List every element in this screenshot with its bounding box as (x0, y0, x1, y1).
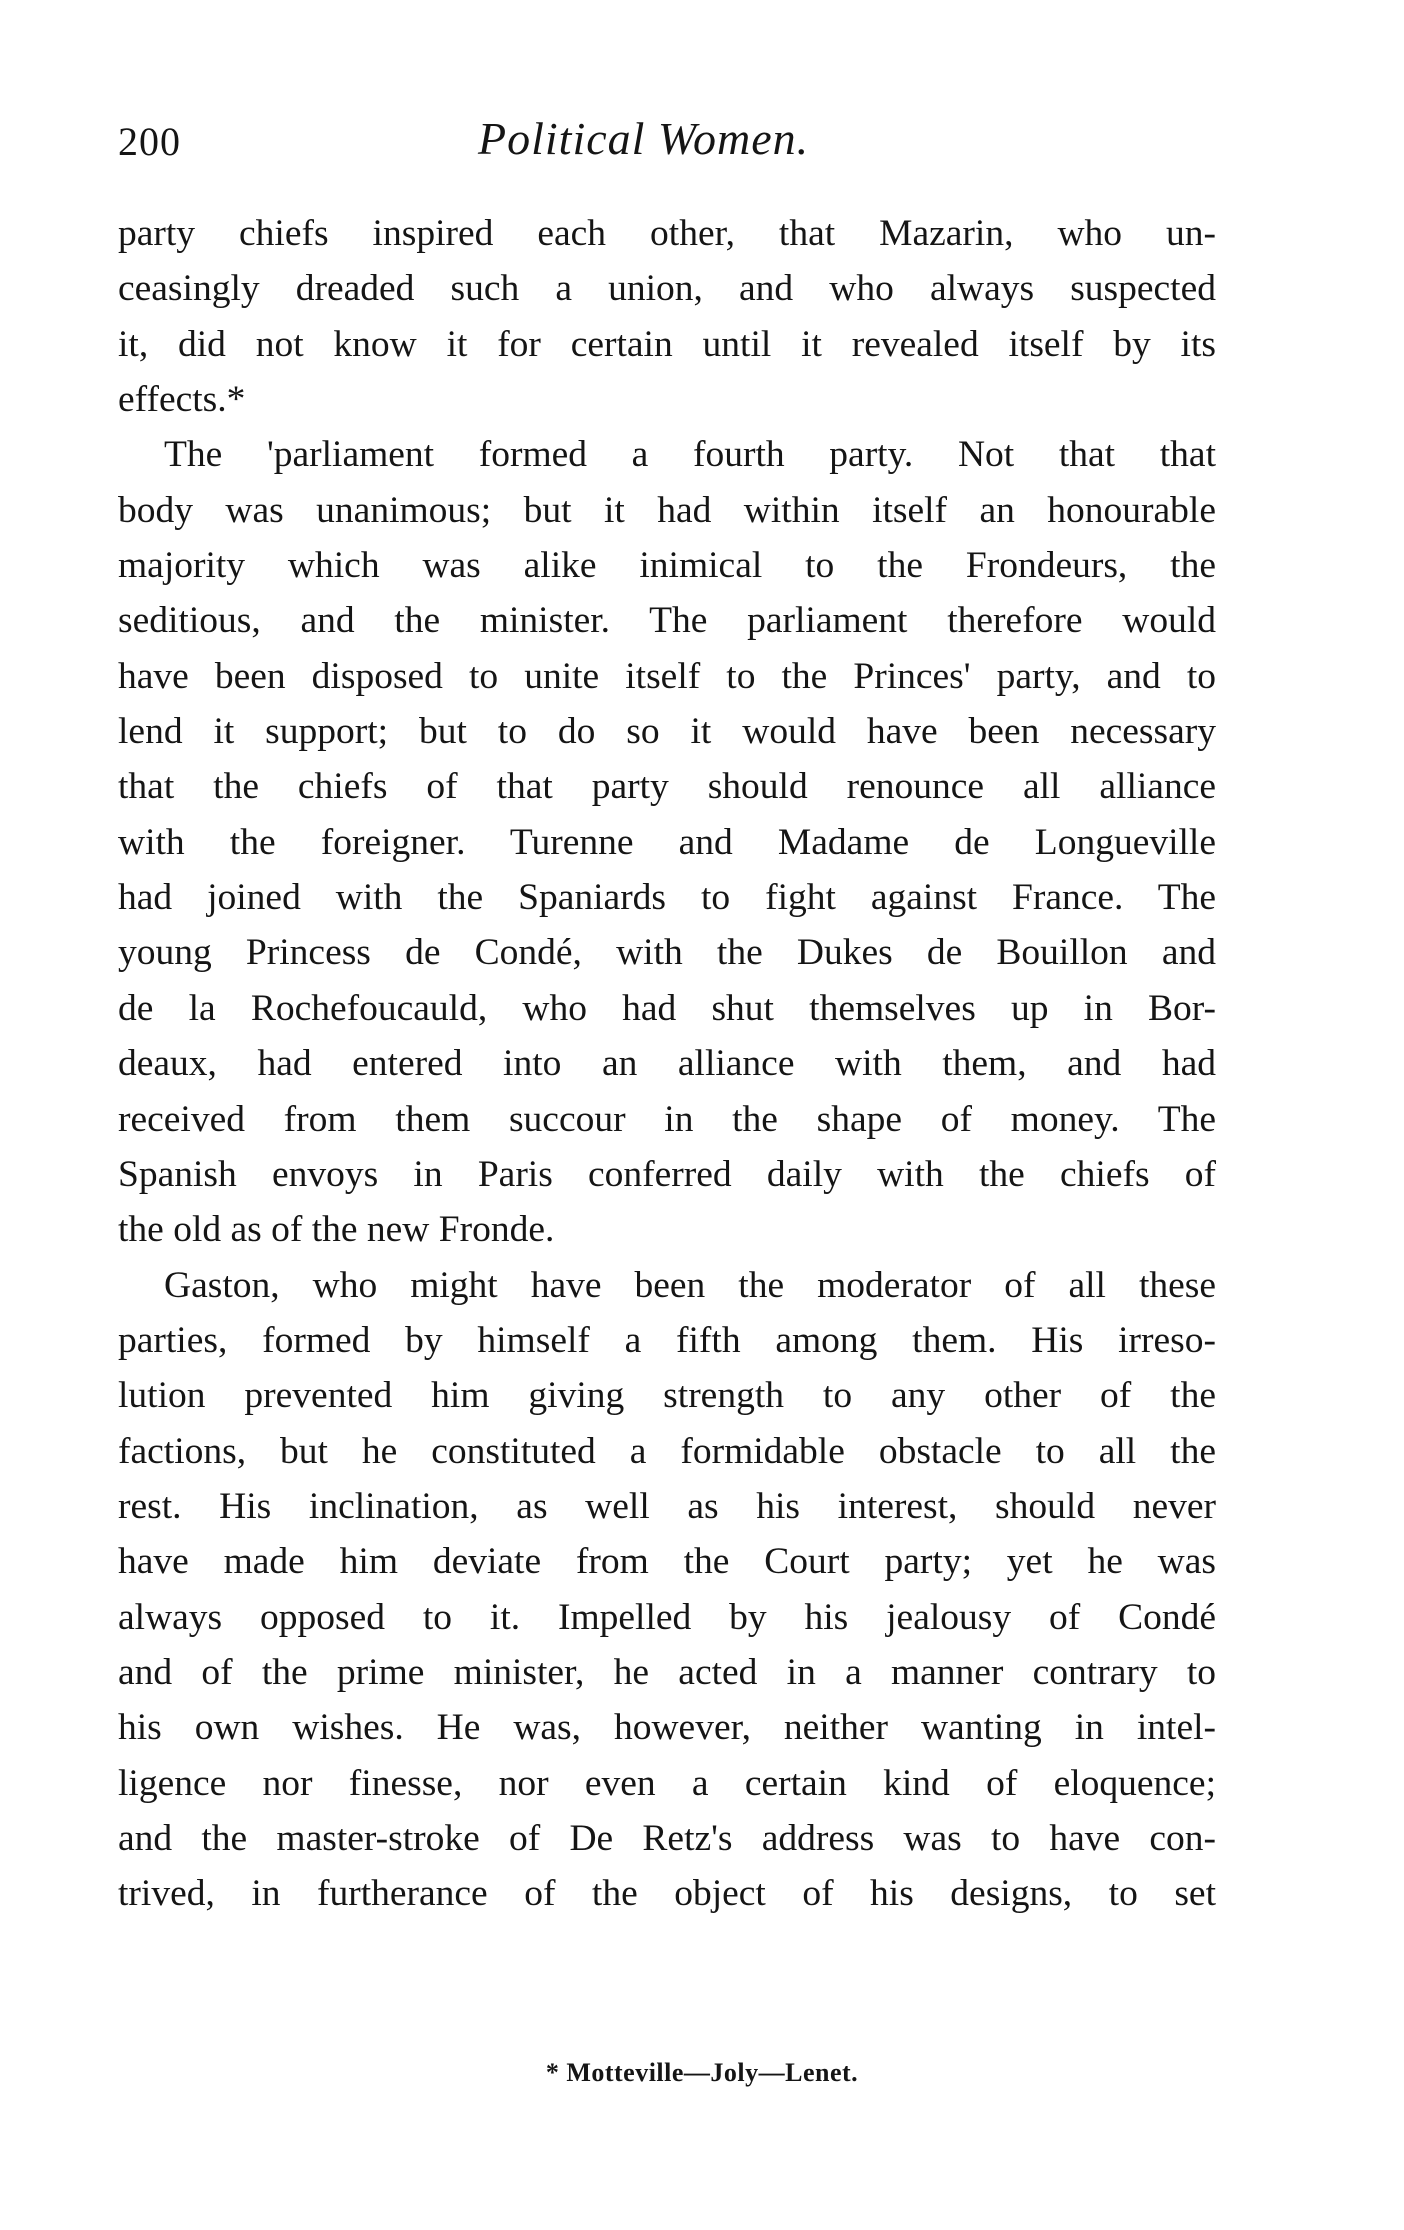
text-line: trived, in furtherance of the object of his designs, to set (118, 1873, 1216, 1915)
text-line: parties, formed by himself a fifth among them. His irreso- (118, 1319, 1216, 1361)
page-number: 200 (118, 119, 181, 164)
text-line: the old as of the new Fronde. (118, 1209, 555, 1251)
text-line: party chiefs inspired each other, that Mazarin, who un- (118, 213, 1216, 254)
text-line: rest. His inclination, as well as his interest, should never (118, 1485, 1216, 1527)
text-line: lution prevented him giving strength to any other of the (118, 1375, 1216, 1417)
text-line: ceasingly dreaded such a union, and who always suspected (118, 268, 1216, 310)
text-line: majority which was alike inimical to the Frondeurs, the (118, 545, 1216, 587)
text-line: Gaston, who might have been the moderator of all these (164, 1264, 1216, 1306)
text-line: that the chiefs of that party should renounce all alliance (118, 766, 1216, 808)
text-line: his own wishes. He was, however, neither wanting in intel- (118, 1707, 1216, 1749)
text-line: effects.* (118, 379, 246, 421)
text-line: have been disposed to unite itself to the Princes' party, and to (118, 655, 1216, 697)
text-line: de la Rochefoucauld, who had shut themselves up in Bor- (118, 987, 1216, 1029)
body-text (118, 206, 1216, 1922)
text-line: lend it support; but to do so it would have been necessary (118, 711, 1216, 753)
paragraph-2 (118, 427, 1216, 1257)
running-title: Political Women. (478, 113, 810, 164)
text-line: and of the prime minister, he acted in a manner contrary to (118, 1651, 1216, 1693)
text-line: received from them succour in the shape of money. The (118, 1098, 1216, 1140)
running-head (118, 112, 1218, 172)
text-line: it, did not know it for certain until it revealed itself by its (118, 323, 1216, 365)
text-line: factions, but he constituted a formidable obstacle to all the (118, 1430, 1216, 1472)
text-line: Spanish envoys in Paris conferred daily with the chiefs of (118, 1153, 1216, 1195)
text-line: The 'parliament formed a fourth party. Not that that (164, 434, 1216, 476)
paragraph-1 (118, 206, 1216, 427)
footnote: * Motteville—Joly—Lenet. (545, 2058, 859, 2087)
text-line: young Princess de Condé, with the Dukes de Bouillon and (118, 932, 1216, 974)
text-line: ligence nor finesse, nor even a certain kind of eloquence; (118, 1762, 1216, 1804)
text-line: with the foreigner. Turenne and Madame de Longueville (118, 821, 1216, 863)
text-line: have made him deviate from the Court party; yet he was (118, 1541, 1216, 1583)
text-line: had joined with the Spaniards to fight against France. The (118, 877, 1216, 919)
text-line: deaux, had entered into an alliance with them, and had (118, 1043, 1216, 1085)
text-line: always opposed to it. Impelled by his jealousy of Condé (118, 1596, 1216, 1638)
text-line: body was unanimous; but it had within itself an honourable (118, 489, 1216, 531)
text-line: and the master-stroke of De Retz's address was to have con- (118, 1817, 1216, 1859)
text-line: seditious, and the minister. The parliament therefore would (118, 600, 1216, 642)
paragraph-3 (118, 1258, 1216, 1922)
